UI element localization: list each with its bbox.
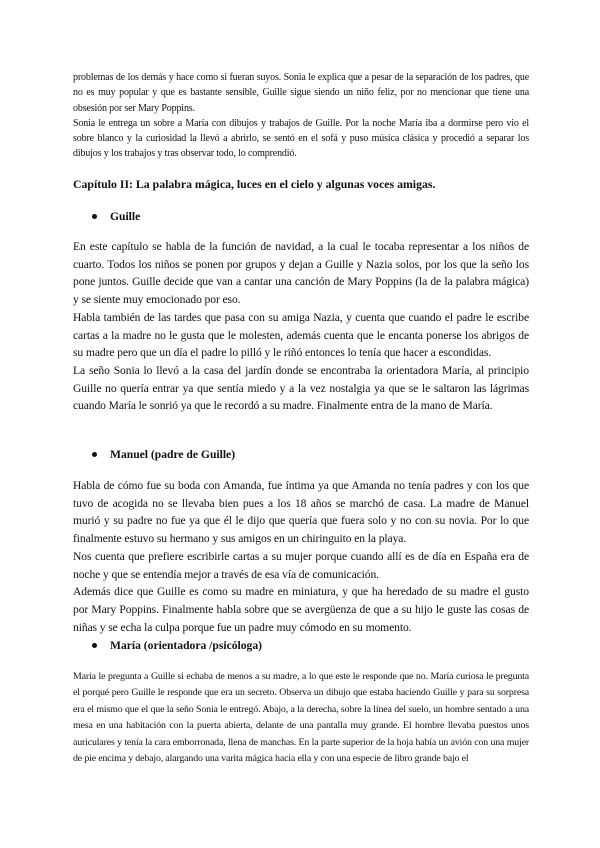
paragraph: En este capítulo se habla de la función de navidad, a la cual le tocaba representar a los niños de cuarto. Todos los niños se ponen por grupos y dejan a Guille y Nazia solos, por los que la seño los pone juntos. Guille decide que van a cantar una canción de Mary Poppins (la de la palabra mágica) y se siente muy emocionado por eso. (73, 240, 529, 307)
chapter-title: Capítulo II: La palabra mágica, luces en el cielo y algunas voces amigas. (73, 177, 436, 191)
paragraph: Nos cuenta que prefiere escribirle cartas a su mujer porque cuando allí es de día en España era de noche y que se entendía mejor a través de esa vía de comunicación. (73, 549, 529, 581)
section-manuel-text (73, 477, 529, 636)
section-heading-maria: María (orientadora /psicóloga) (92, 638, 262, 654)
paragraph: Habla también de las tardes que pasa con su amiga Nazia, y cuenta que cuando el padre le escribe cartas a la madre no le gusta que le molesten, además cuenta que le encanta ponerse los abrigos de su madre pero que un día el padre lo pilló y le riñó entonces lo tenía que hacer a escondidas. (73, 310, 529, 360)
paragraph: Sonia le entrega un sobre a María con dibujos y trabajos de Guille. Por la noche María iba a dormirse pero vio el sobre blanco y la curiosidad la llevó a abrirlo, se sentó en el sofá y puso música clásica y procedió a separar los dibujos y los trabajos y tras observar todo, lo comprendió. (73, 117, 529, 160)
paragraph: Además dice que Guille es como su madre en miniatura, y que ha heredado de su madre el gusto por Mary Poppins. Finalmente habla sobre que se avergüenza de que a su hijo le guste las cosas de niñas y se echa la culpa porque fue un padre muy cómodo en su momento. (73, 585, 529, 634)
bullet-icon (92, 214, 97, 219)
paragraph: La seño Sonia lo llevó a la casa del jardín donde se encontraba la orientadora María, al principio Guille no quería entrar ya que sentía miedo y a la vez nostalgia ya que se le saltaron las lágrimas cuando María le sonrió ya que le recordó a su madre. Finalmente entra de la mano de María. (73, 363, 529, 413)
paragraph: Habla de cómo fue su boda con Amanda, fue íntima ya que Amanda no tenía padres y con los que tuvo de acogida no se llevaba bien pues a los 18 años se marchó de casa. La madre de Manuel murió y su padre no fue ya que él le dijo que quería que fuera solo y no con su novia. Por lo que finalmente estuvo su hermano y sus amigos en un chiringuito en la playa. (73, 479, 529, 546)
paragraph: problemas de los demás y hace como si fueran suyos. Sonia le explica que a pesar de la separación de los padres, que no es muy popular y que es bastante sensible, Guille sigue siendo un niño feliz, por no mencionar que tiene una obsesión por ser Mary Poppins. (73, 72, 529, 114)
section-heading-guille: Guille (92, 209, 140, 225)
bullet-icon (92, 643, 97, 648)
section-maria-text (73, 669, 529, 767)
intro-text (73, 70, 529, 162)
section-heading-manuel: Manuel (padre de Guille) (92, 447, 235, 463)
bullet-icon (92, 452, 97, 457)
paragraph: María le pregunta a Guille si echaba de menos a su madre, a lo que este le responde que no. María curiosa le pregunta el porqué pero Guille le responde que era un secreto. Observa un dibujo que estaba haciendo Guille y para su sorpresa era el mismo que el que la seño Sonia le entregó. Abajo, a la derecha, sobre la línea del suelo, un hombre sentado a una mesa en una habitación con la puerta abierta, delante de una pantalla muy grande. El hombre llevaba puestos unos auriculares y tenía la cara emborronada, llena de manchas. En la parte superior de la hoja había un avión con una mujer de pie encima y debajo, alargando una varita mágica hacia ella y con una especie de libro grande bajo el (73, 671, 529, 765)
section-guille-text (73, 238, 529, 415)
